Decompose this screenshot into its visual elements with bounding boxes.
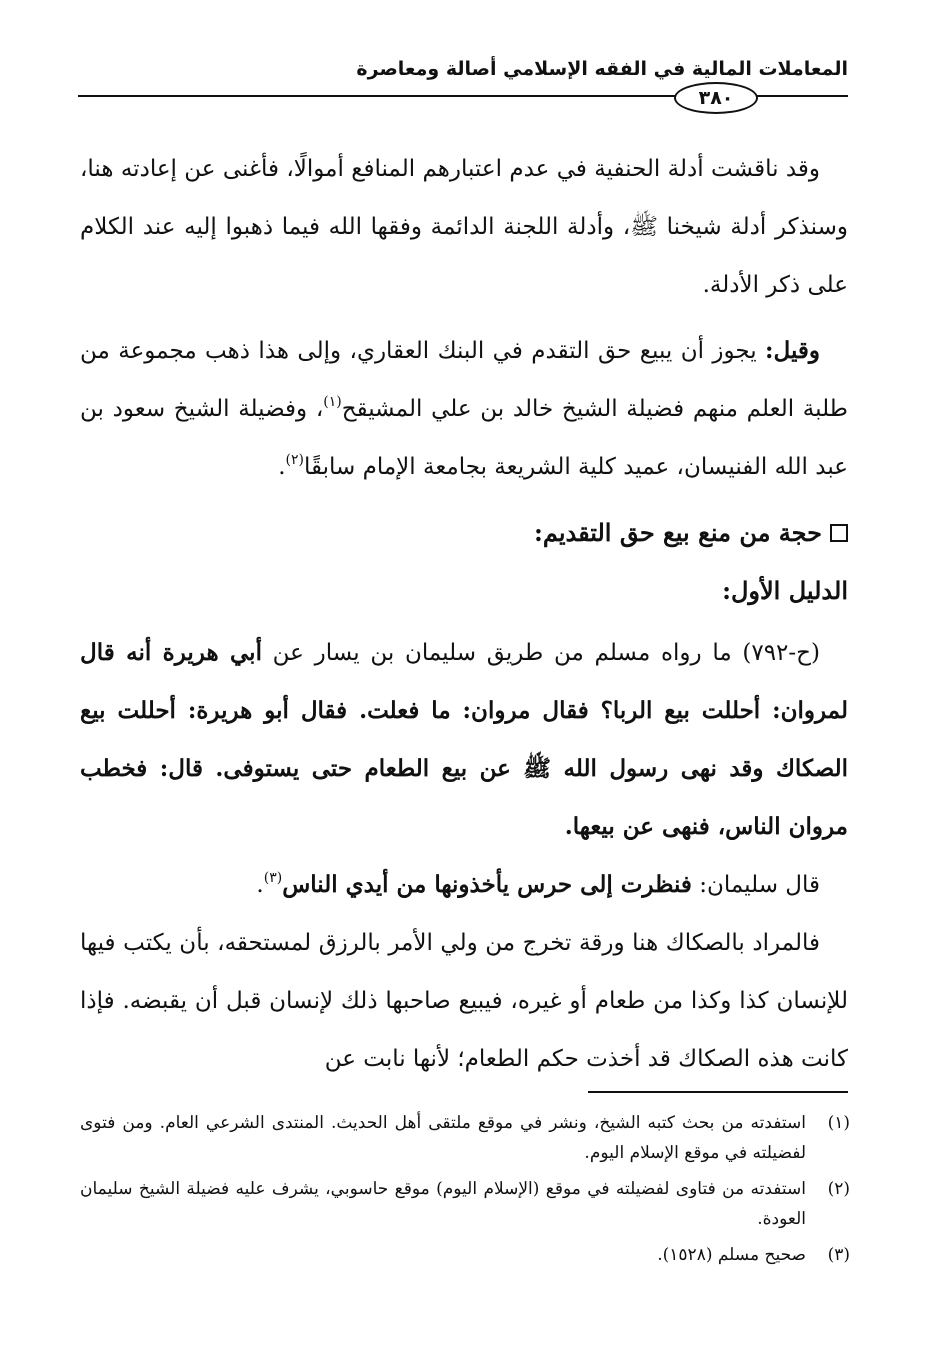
- footnote-2: [80, 1174, 850, 1234]
- hadith-text: أبي هريرة أنه قال لمروان: أحللت بيع الربا؟ فقال مروان: ما فعلت. فقال أبو هريرة: أحللت بيع الصكاك وقد نهى رسول الله ﷺ عن بيع الطعام حتى يستوفى. قال: فخطب مروان الناس، فنهى عن بيعها.: [80, 639, 848, 840]
- footnote-number: (٢): [827, 1179, 850, 1199]
- subheading-first-evidence: الدليل الأول:: [722, 576, 848, 605]
- hadith-intro: (ح-٧٩٢) ما رواه مسلم من طريق سليمان بن يسار عن: [261, 640, 820, 666]
- qila-label: وقيل:: [765, 337, 820, 364]
- footnote-text: صحيح مسلم (١٥٢٨).: [657, 1245, 806, 1265]
- footnote-ref-2[interactable]: (٢): [285, 452, 304, 468]
- section-heading-text: حجة من منع بيع حق التقديم:: [534, 518, 822, 547]
- section-heading: [80, 504, 848, 562]
- footnote-3: [80, 1240, 850, 1270]
- paragraph-2: [80, 322, 848, 496]
- footnote-number: (١): [827, 1113, 850, 1133]
- page-number: ٣٨٠: [674, 82, 758, 114]
- main-text: [80, 140, 848, 1088]
- running-header: [78, 52, 848, 112]
- footnotes: [80, 1108, 850, 1276]
- hadith-paragraph: [80, 624, 848, 856]
- checkbox-icon: [830, 524, 848, 542]
- paragraph-2-text-a: يجوز أن يبيع حق التقدم في البنك العقاري، وإلى هذا ذهب مجموعة من طلبة العلم منهم فضيلة الشيخ خالد بن علي المشيقح: [80, 338, 848, 422]
- sulayman-quote: فنظرت إلى حرس يأخذونها من أيدي الناس: [282, 871, 692, 898]
- sulayman-end: .: [256, 872, 264, 898]
- footnote-ref-1[interactable]: (١): [323, 394, 342, 410]
- explanation-paragraph: فالمراد بالصكاك هنا ورقة تخرج من ولي الأمر بالرزق لمستحقه، بأن يكتب فيها للإنسان كذا وكذا من طعام أو غيره، فيبيع صاحبها ذلك لإنسان قبل أن يقبضه. فإذا كانت هذه الصكاك قد أخذت حكم الطعام؛ لأنها نابت عن: [80, 930, 848, 1072]
- footnote-1: [80, 1108, 850, 1168]
- paragraph-2-end: .: [278, 454, 286, 480]
- sulayman-paragraph: [80, 856, 848, 914]
- paragraph-2-text-b: ، وفضيلة الشيخ سعود بن عبد الله الفنيسان، عميد كلية الشريعة بجامعة الإمام سابقًا: [80, 396, 848, 480]
- footnote-ref-3[interactable]: (٣): [263, 870, 283, 886]
- footnote-separator: [588, 1091, 848, 1093]
- footnote-text: استفدته من بحث كتبه الشيخ، ونشر في موقع ملتقى أهل الحديث. المنتدى الشرعي العام. ومن فتوى لفضيلته في موقع الإسلام اليوم.: [80, 1113, 806, 1163]
- sulayman-intro: قال سليمان:: [691, 872, 820, 898]
- book-title: المعاملات المالية في الفقه الإسلامي أصالة ومعاصرة: [356, 58, 848, 80]
- footnote-text: استفدته من فتاوى لفضيلته في موقع (الإسلام اليوم) موقع حاسوبي، يشرف عليه فضيلة الشيخ سليمان العودة.: [80, 1179, 806, 1229]
- paragraph-1: وقد ناقشت أدلة الحنفية في عدم اعتبارهم المنافع أموالًا، فأغنى عن إعادته هنا، وسنذكر أدلة شيخنا ﷺ، وأدلة اللجنة الدائمة وفقها الله فيما ذهبوا إليه عند الكلام على ذكر الأدلة.: [80, 156, 848, 298]
- footnote-number: (٣): [827, 1245, 850, 1265]
